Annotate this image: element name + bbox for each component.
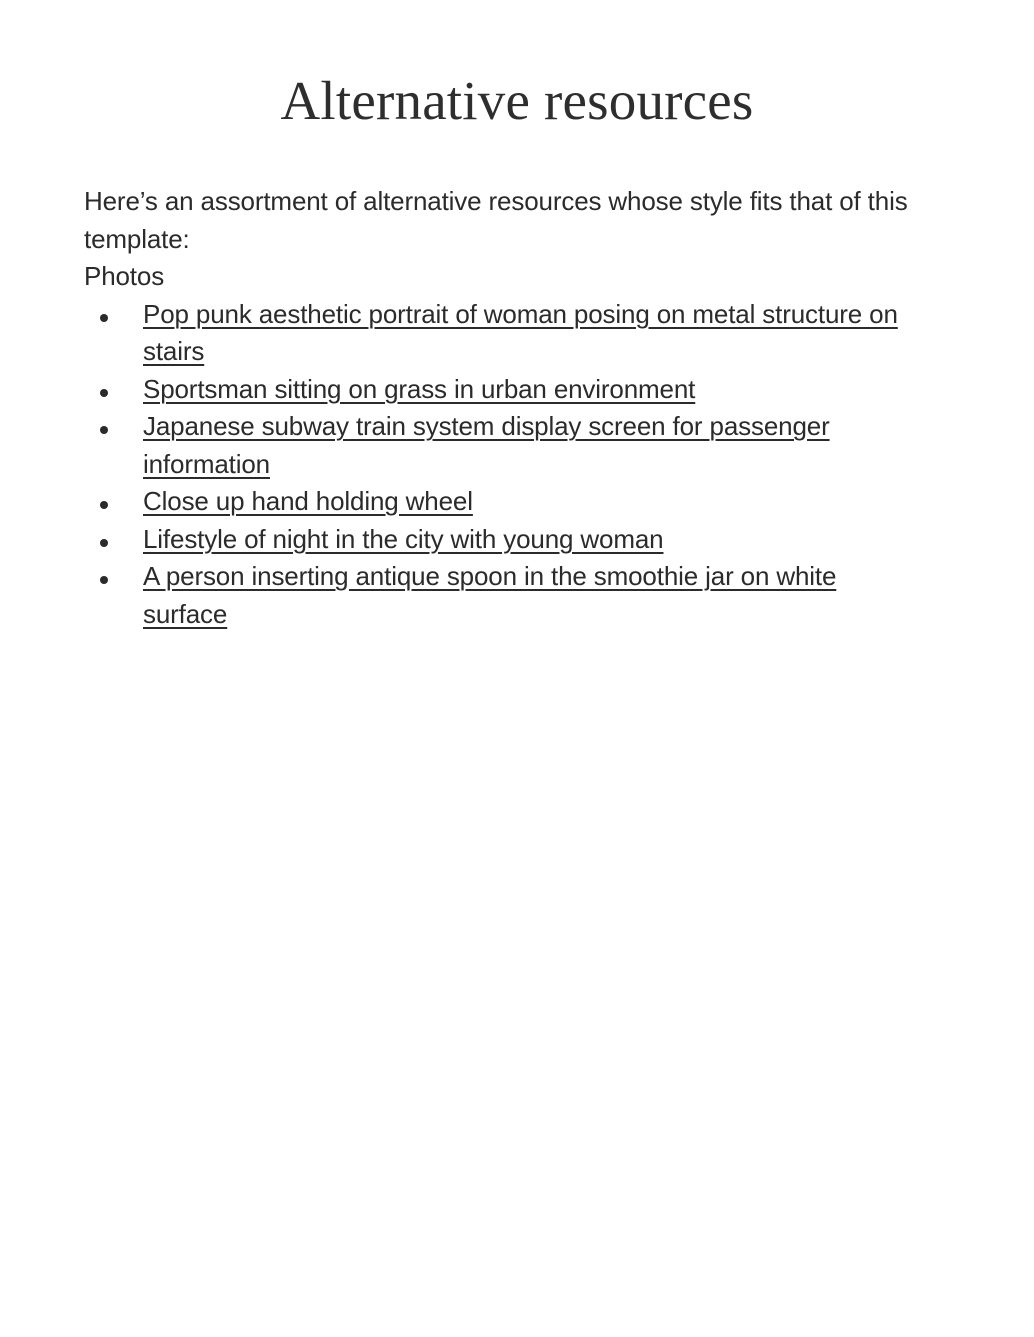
list-item xyxy=(84,296,926,371)
intro-paragraph: Here’s an assortment of alternative resources whose style fits that of this template: xyxy=(84,186,908,254)
bullet-point-icon xyxy=(100,501,108,509)
resource-link[interactable]: Japanese subway train system display screen for passenger information xyxy=(143,411,830,479)
bullet-point-icon xyxy=(100,539,108,547)
list-item xyxy=(84,408,926,483)
bullet-point-icon xyxy=(100,389,108,397)
resource-link[interactable]: Pop punk aesthetic portrait of woman posing on metal structure on stairs xyxy=(143,298,898,366)
document-body xyxy=(84,183,926,633)
list-item xyxy=(84,521,926,559)
list-item xyxy=(84,483,926,521)
resource-link[interactable]: Lifestyle of night in the city with young woman xyxy=(143,523,664,554)
resource-link[interactable]: Close up hand holding wheel xyxy=(143,486,473,516)
resource-link[interactable]: Sportsman sitting on grass in urban environment xyxy=(143,373,696,404)
bullet-point-icon xyxy=(100,426,108,434)
resource-link-list xyxy=(84,296,926,634)
section-label-photos: Photos xyxy=(84,261,165,291)
list-item xyxy=(84,558,926,633)
page-title: Alternative resources xyxy=(280,70,754,131)
bullet-point-icon xyxy=(100,576,108,584)
bullet-point-icon xyxy=(100,314,108,322)
resource-link[interactable]: A person inserting antique spoon in the smoothie jar on white surface xyxy=(143,561,837,629)
list-item xyxy=(84,371,926,409)
